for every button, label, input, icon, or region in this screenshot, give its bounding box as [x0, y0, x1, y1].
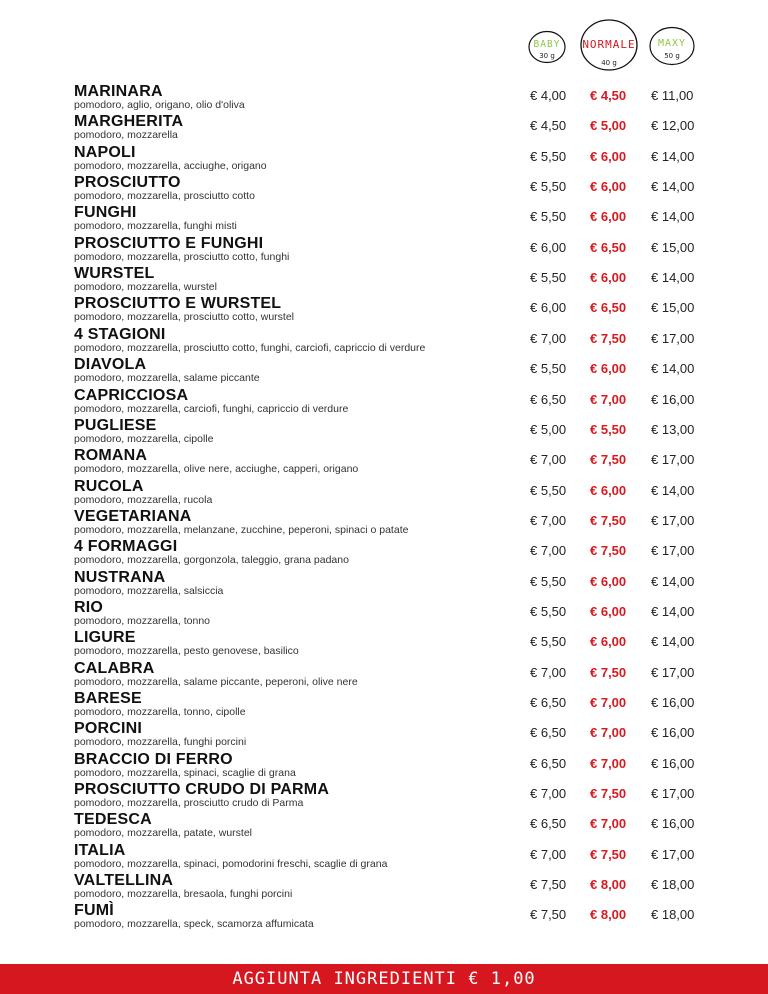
- price-baby: € 5,50: [530, 148, 567, 164]
- price-baby: € 6,00: [530, 300, 567, 316]
- pizza-ingredients: pomodoro, mozzarella, prosciutto cotto: [74, 190, 255, 203]
- price-normale: € 4,50: [590, 88, 627, 103]
- pizza-ingredients: pomodoro, mozzarella, prosciutto cotto, funghi: [74, 250, 290, 263]
- price-baby: € 6,50: [530, 391, 567, 407]
- price-maxy: € 16,00: [651, 816, 695, 832]
- price-maxy: € 17,00: [651, 846, 695, 862]
- menu-item: [0, 842, 768, 872]
- pizza-ingredients: pomodoro, mozzarella, wurstel: [74, 281, 217, 294]
- menu-item: [0, 295, 768, 325]
- menu-item: [0, 174, 768, 204]
- menu-item: [0, 811, 768, 841]
- size-weight-normale: 40 g: [601, 59, 617, 67]
- pizza-name: PROSCIUTTO: [74, 174, 181, 192]
- pizza-ingredients: pomodoro, mozzarella, pesto genovese, basilico: [74, 645, 299, 658]
- pizza-name: ROMANA: [74, 447, 148, 465]
- menu-item: [0, 144, 768, 174]
- menu-item: [0, 660, 768, 690]
- price-baby: € 7,50: [530, 907, 567, 923]
- pizza-name: PUGLIESE: [74, 416, 157, 434]
- price-baby: € 5,50: [530, 209, 567, 225]
- price-normale: € 6,00: [590, 634, 627, 650]
- size-label-baby: BABY: [533, 39, 561, 50]
- price-maxy: € 18,00: [651, 877, 695, 893]
- price-baby: € 7,00: [530, 786, 567, 802]
- price-baby: € 5,50: [530, 603, 567, 619]
- pizza-name: BRACCIO DI FERRO: [74, 750, 233, 768]
- size-weight-maxy: 50 g: [664, 52, 680, 60]
- price-maxy: € 16,00: [651, 725, 695, 741]
- price-maxy: € 14,00: [651, 634, 695, 650]
- menu-item: [0, 356, 768, 386]
- price-maxy: € 14,00: [651, 482, 695, 498]
- price-baby: € 7,00: [530, 330, 567, 346]
- price-normale: € 6,00: [590, 179, 627, 195]
- pizza-ingredients: pomodoro, mozzarella, olive nere, acciughe, capperi, origano: [74, 463, 359, 476]
- price-normale: € 7,50: [590, 846, 627, 862]
- pizza-ingredients: pomodoro, mozzarella, funghi misti: [74, 220, 237, 233]
- price-normale: € 6,50: [590, 239, 627, 255]
- menu-item: [0, 447, 768, 477]
- menu-item: [0, 569, 768, 599]
- price-maxy: € 15,00: [651, 300, 695, 316]
- price-normale: € 6,00: [590, 361, 627, 377]
- pizza-ingredients: pomodoro, mozzarella, speck, scamorza affumicata: [74, 918, 314, 931]
- price-baby: € 5,50: [530, 482, 567, 498]
- price-baby: € 5,00: [530, 421, 567, 437]
- size-badge-normale: [579, 18, 639, 72]
- menu-item: [0, 387, 768, 417]
- price-baby: € 6,50: [530, 725, 567, 741]
- pizza-ingredients: pomodoro, mozzarella, cipolle: [74, 432, 214, 445]
- price-normale: € 7,00: [590, 695, 627, 710]
- price-baby: € 6,00: [530, 239, 567, 255]
- price-normale: € 6,00: [590, 573, 627, 589]
- menu-item: [0, 751, 768, 781]
- price-baby: € 6,50: [530, 695, 567, 710]
- price-maxy: € 11,00: [651, 88, 694, 103]
- pizza-ingredients: pomodoro, mozzarella, prosciutto cotto, funghi, carciofi, capriccio di verdure: [74, 341, 426, 354]
- menu-item: [0, 326, 768, 356]
- price-baby: € 7,00: [530, 543, 567, 559]
- pizza-name: PROSCIUTTO CRUDO DI PARMA: [74, 781, 330, 799]
- pizza-name: 4 FORMAGGI: [74, 538, 178, 556]
- menu-item: [0, 265, 768, 295]
- price-baby: € 6,50: [530, 816, 567, 832]
- price-normale: € 7,50: [590, 512, 627, 528]
- price-maxy: € 17,00: [651, 664, 695, 680]
- price-maxy: € 16,00: [651, 755, 695, 771]
- size-header: [0, 0, 768, 80]
- pizza-ingredients: pomodoro, mozzarella, spinaci, scaglie di grana: [74, 766, 296, 779]
- pizza-ingredients: pomodoro, mozzarella, salsiccia: [74, 584, 224, 597]
- menu-item: [0, 629, 768, 659]
- footer-banner: [0, 964, 768, 994]
- price-normale: € 7,00: [590, 391, 627, 407]
- extra-ingredients-note: AGGIUNTA INGREDIENTI € 1,00: [232, 969, 536, 989]
- pizza-name: CALABRA: [74, 659, 155, 677]
- pizza-name: TEDESCA: [74, 811, 152, 829]
- price-maxy: € 14,00: [651, 361, 695, 377]
- price-baby: € 5,50: [530, 573, 567, 589]
- menu-item: [0, 508, 768, 538]
- pizza-name: WURSTEL: [74, 265, 155, 283]
- menu-item: [0, 872, 768, 902]
- pizza-ingredients: pomodoro, mozzarella, acciughe, origano: [74, 159, 267, 172]
- size-label-maxy: MAXY: [657, 38, 687, 49]
- menu-item: [0, 902, 768, 932]
- price-maxy: € 14,00: [651, 573, 695, 589]
- pizza-ingredients: pomodoro, mozzarella, prosciutto crudo di Parma: [74, 797, 304, 810]
- menu-item: [0, 720, 768, 750]
- pizza-ingredients: pomodoro, mozzarella, salame piccante, peperoni, olive nere: [74, 675, 358, 688]
- price-normale: € 7,50: [590, 664, 627, 680]
- menu-item: [0, 478, 768, 508]
- menu-item: [0, 781, 768, 811]
- price-maxy: € 17,00: [651, 512, 695, 528]
- price-maxy: € 14,00: [651, 148, 695, 164]
- pizza-ingredients: pomodoro, mozzarella, tonno: [74, 614, 210, 627]
- price-maxy: € 15,00: [651, 239, 695, 255]
- price-maxy: € 17,00: [651, 330, 695, 346]
- price-normale: € 7,00: [590, 816, 627, 832]
- price-baby: € 5,50: [530, 179, 567, 195]
- price-maxy: € 17,00: [651, 786, 695, 802]
- pizza-name: ITALIA: [74, 841, 126, 859]
- price-normale: € 7,00: [590, 725, 627, 741]
- price-normale: € 7,50: [590, 543, 627, 559]
- price-baby: € 7,00: [530, 512, 567, 528]
- pizza-name: NUSTRANA: [74, 568, 166, 586]
- pizza-name: 4 STAGIONI: [74, 325, 166, 343]
- size-badge-maxy: [648, 26, 696, 66]
- pizza-name: RIO: [74, 598, 104, 616]
- pizza-ingredients: pomodoro, mozzarella, spinaci, pomodorini freschi, scaglie di grana: [74, 857, 388, 870]
- price-normale: € 6,00: [590, 270, 627, 286]
- pizza-name: MARINARA: [74, 83, 163, 100]
- price-baby: € 7,50: [530, 877, 567, 893]
- pizza-ingredients: pomodoro, aglio, origano, olio d'oliva: [74, 99, 245, 111]
- menu-item: [0, 599, 768, 629]
- price-normale: € 6,00: [590, 148, 627, 164]
- pizza-name: MARGHERITA: [74, 113, 184, 131]
- price-maxy: € 16,00: [651, 695, 695, 710]
- price-normale: € 5,00: [590, 118, 627, 134]
- price-normale: € 7,00: [590, 755, 627, 771]
- price-baby: € 7,00: [530, 664, 567, 680]
- price-baby: € 6,50: [530, 755, 567, 771]
- price-normale: € 6,00: [590, 482, 627, 498]
- price-normale: € 8,00: [590, 877, 627, 893]
- size-label-normale: NORMALE: [582, 38, 636, 51]
- pizza-name: PORCINI: [74, 720, 143, 738]
- price-baby: € 4,50: [530, 118, 567, 134]
- price-normale: € 7,50: [590, 786, 627, 802]
- price-normale: € 6,50: [590, 300, 627, 316]
- menu-item: [0, 83, 768, 113]
- price-normale: € 6,00: [590, 209, 627, 225]
- price-baby: € 5,50: [530, 270, 567, 286]
- price-baby: € 7,00: [530, 846, 567, 862]
- price-maxy: € 16,00: [651, 391, 695, 407]
- price-normale: € 6,00: [590, 603, 627, 619]
- pizza-name: NAPOLI: [74, 143, 136, 161]
- pizza-name: VALTELLINA: [74, 872, 174, 890]
- pizza-ingredients: pomodoro, mozzarella, patate, wurstel: [74, 827, 253, 840]
- pizza-ingredients: pomodoro, mozzarella, salame piccante: [74, 372, 260, 385]
- pizza-ingredients: pomodoro, mozzarella, tonno, cipolle: [74, 706, 246, 718]
- price-normale: € 8,00: [590, 907, 627, 923]
- price-normale: € 7,50: [590, 452, 627, 468]
- pizza-ingredients: pomodoro, mozzarella, melanzane, zucchine, peperoni, spinaci o patate: [74, 523, 409, 536]
- pizza-name: CAPRICCIOSA: [74, 386, 189, 404]
- menu-item: [0, 235, 768, 265]
- price-maxy: € 14,00: [651, 603, 695, 619]
- pizza-ingredients: pomodoro, mozzarella, funghi porcini: [74, 736, 247, 749]
- price-baby: € 4,00: [530, 88, 567, 103]
- menu-item: [0, 690, 768, 720]
- pizza-name: DIAVOLA: [74, 356, 147, 374]
- pizza-ingredients: pomodoro, mozzarella, gorgonzola, taleggio, grana padano: [74, 554, 349, 567]
- size-weight-baby: 30 g: [539, 52, 555, 60]
- pizza-name: LIGURE: [74, 629, 136, 647]
- price-maxy: € 14,00: [651, 179, 695, 195]
- size-badge-baby: [527, 30, 567, 64]
- pizza-name: FUMÌ: [74, 902, 114, 920]
- price-maxy: € 13,00: [651, 421, 695, 437]
- pizza-name: FUNGHI: [74, 204, 137, 222]
- price-maxy: € 17,00: [651, 543, 695, 559]
- menu-item: [0, 204, 768, 234]
- pizza-ingredients: pomodoro, mozzarella, carciofi, funghi, capriccio di verdure: [74, 402, 349, 415]
- menu-item: [0, 113, 768, 143]
- price-maxy: € 18,00: [651, 907, 695, 923]
- price-baby: € 5,50: [530, 361, 567, 377]
- price-maxy: € 12,00: [651, 118, 695, 134]
- pizza-name: VEGETARIANA: [74, 507, 192, 525]
- price-maxy: € 14,00: [651, 270, 695, 286]
- pizza-ingredients: pomodoro, mozzarella: [74, 129, 178, 142]
- pizza-ingredients: pomodoro, mozzarella, rucola: [74, 493, 213, 506]
- price-normale: € 7,50: [590, 330, 627, 346]
- pizza-name: BARESE: [74, 690, 142, 707]
- menu-item: [0, 538, 768, 568]
- price-maxy: € 14,00: [651, 209, 695, 225]
- price-maxy: € 17,00: [651, 452, 695, 468]
- price-normale: € 5,50: [590, 421, 627, 437]
- pizza-name: RUCOLA: [74, 477, 144, 495]
- price-baby: € 5,50: [530, 634, 567, 650]
- pizza-ingredients: pomodoro, mozzarella, prosciutto cotto, wurstel: [74, 311, 295, 324]
- pizza-name: PROSCIUTTO E WURSTEL: [74, 295, 282, 313]
- pizza-ingredients: pomodoro, mozzarella, bresaola, funghi porcini: [74, 888, 293, 901]
- price-baby: € 7,00: [530, 452, 567, 468]
- menu-item: [0, 417, 768, 447]
- pizza-name: PROSCIUTTO E FUNGHI: [74, 234, 264, 252]
